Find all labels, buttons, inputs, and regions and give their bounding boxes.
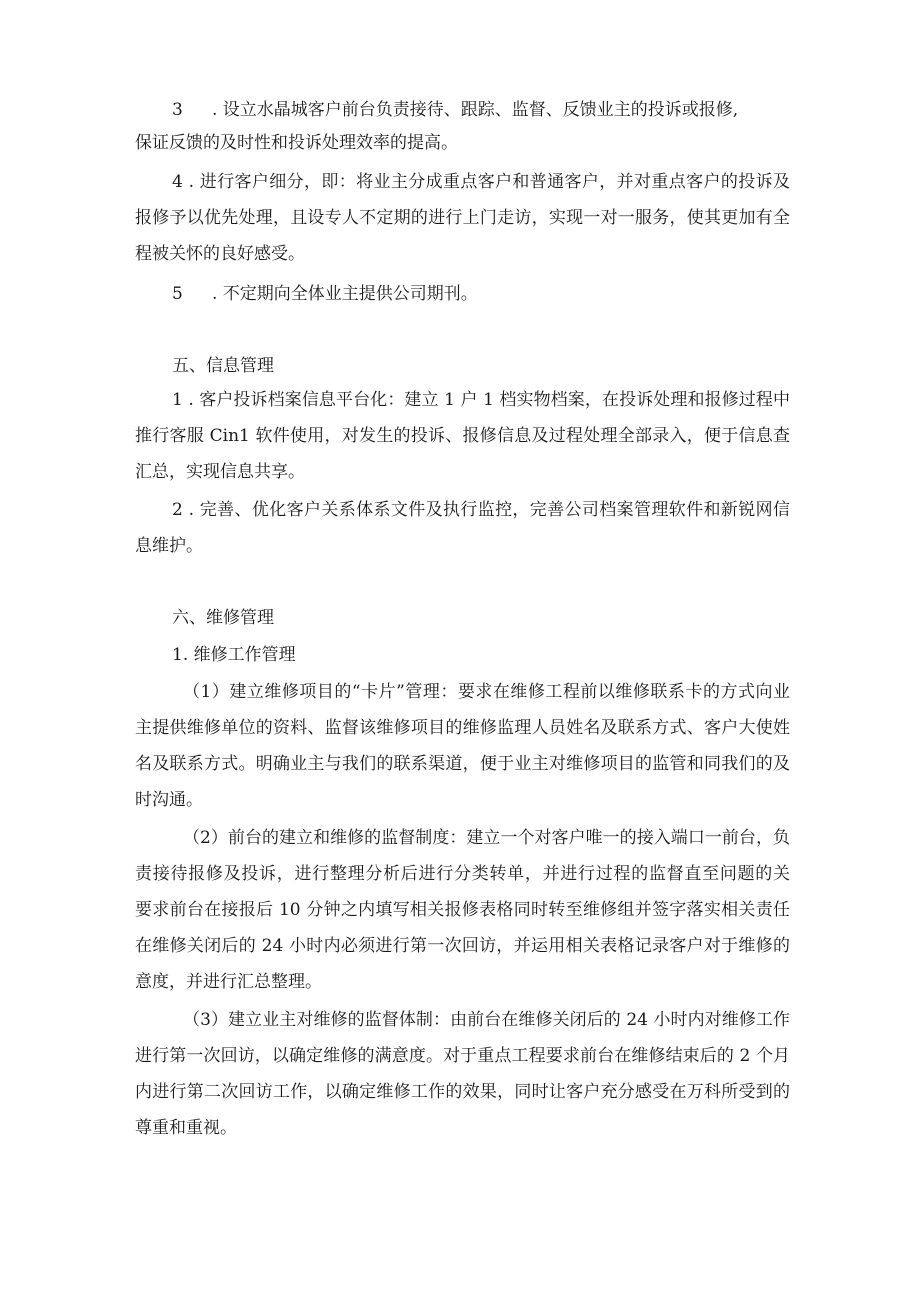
- repair-p1-line-2: 主提供维修单位的资料、监督该维修项目的维修监理人员姓名及联系方式、客户大使姓: [135, 718, 790, 738]
- repair-p3-line-2: 进行第一次回访，以确定维修的满意度。对于重点工程要求前台在维修结束后的 2 个月: [135, 1046, 790, 1066]
- repair-p1-line-3: 名及联系方式。明确业主与我们的联系渠道，便于业主对维修项目的监管和同我们的及: [135, 754, 790, 774]
- item-4-line-1: 4 . 进行客户细分，即：将业主分成重点客户和普通客户，并对重点客户的投诉及: [172, 172, 790, 192]
- item-3-text: . 设立水晶城客户前台负责接待、跟踪、监督、反馈业主的投诉或报修,: [212, 100, 739, 120]
- repair-p2-line-3: 要求前台在接报后 10 分钟之内填写相关报修表格同时转至维修组并签字落实相关责任: [135, 900, 790, 920]
- repair-p2-line-4: 在维修关闭后的 24 小时内必须进行第一次回访，并运用相关表格记录客户对于维修的: [135, 936, 790, 956]
- item-3-number: 3: [172, 100, 183, 120]
- repair-p3-line-4: 尊重和重视。: [135, 1118, 237, 1138]
- repair-subheading: 1. 维修工作管理: [172, 645, 296, 665]
- section-info-heading: 五、信息管理: [172, 356, 274, 376]
- info-item-1-line-1: 1 . 客户投诉档案信息平台化：建立 1 户 1 档实物档案，在投诉处理和报修过程中: [172, 390, 790, 410]
- info-item-2-line-2: 息维护。: [135, 536, 203, 556]
- repair-p2-line-1: （2）前台的建立和维修的监督制度：建立一个对客户唯一的接入端口一前台，负: [183, 828, 790, 848]
- item-3-line-1: [172, 98, 738, 122]
- item-5-text: . 不定期向全体业主提供公司期刊。: [212, 284, 478, 304]
- repair-p3-line-3: 内进行第二次回访工作，以确定维修工作的效果，同时让客户充分感受在万科所受到的: [135, 1082, 790, 1102]
- info-item-1-line-3: 汇总，实现信息共享。: [135, 462, 305, 482]
- repair-p1-line-4: 时沟通。: [135, 790, 203, 810]
- repair-p3-line-1: （3）建立业主对维修的监督体制：由前台在维修关闭后的 24 小时内对维修工作: [183, 1010, 790, 1030]
- item-4-line-3: 程被关怀的良好感受。: [135, 244, 305, 264]
- repair-p1-line-1: （1）建立维修项目的“卡片”管理：要求在维修工程前以维修联系卡的方式向业: [183, 682, 790, 702]
- info-item-1-line-2: 推行客服 Cin1 软件使用，对发生的投诉、报修信息及过程处理全部录入，便于信息查: [135, 426, 790, 446]
- section-repair-heading: 六、维修管理: [172, 608, 274, 628]
- item-5-line: [172, 282, 478, 306]
- item-5-number: 5: [172, 284, 183, 304]
- info-item-2-line-1: 2 . 完善、优化客户关系体系文件及执行监控，完善公司档案管理软件和新锐网信: [172, 500, 790, 520]
- item-3-line-2: 保证反馈的及时性和投诉处理效率的提高。: [135, 133, 458, 153]
- repair-p2-line-2: 责接待报修及投诉，进行整理分析后进行分类转单，并进行过程的监督直至问题的关: [135, 864, 790, 884]
- item-4-line-2: 报修予以优先处理，且设专人不定期的进行上门走访，实现一对一服务，使其更加有全: [135, 208, 790, 228]
- repair-p2-line-5: 意度，并进行汇总整理。: [135, 972, 322, 992]
